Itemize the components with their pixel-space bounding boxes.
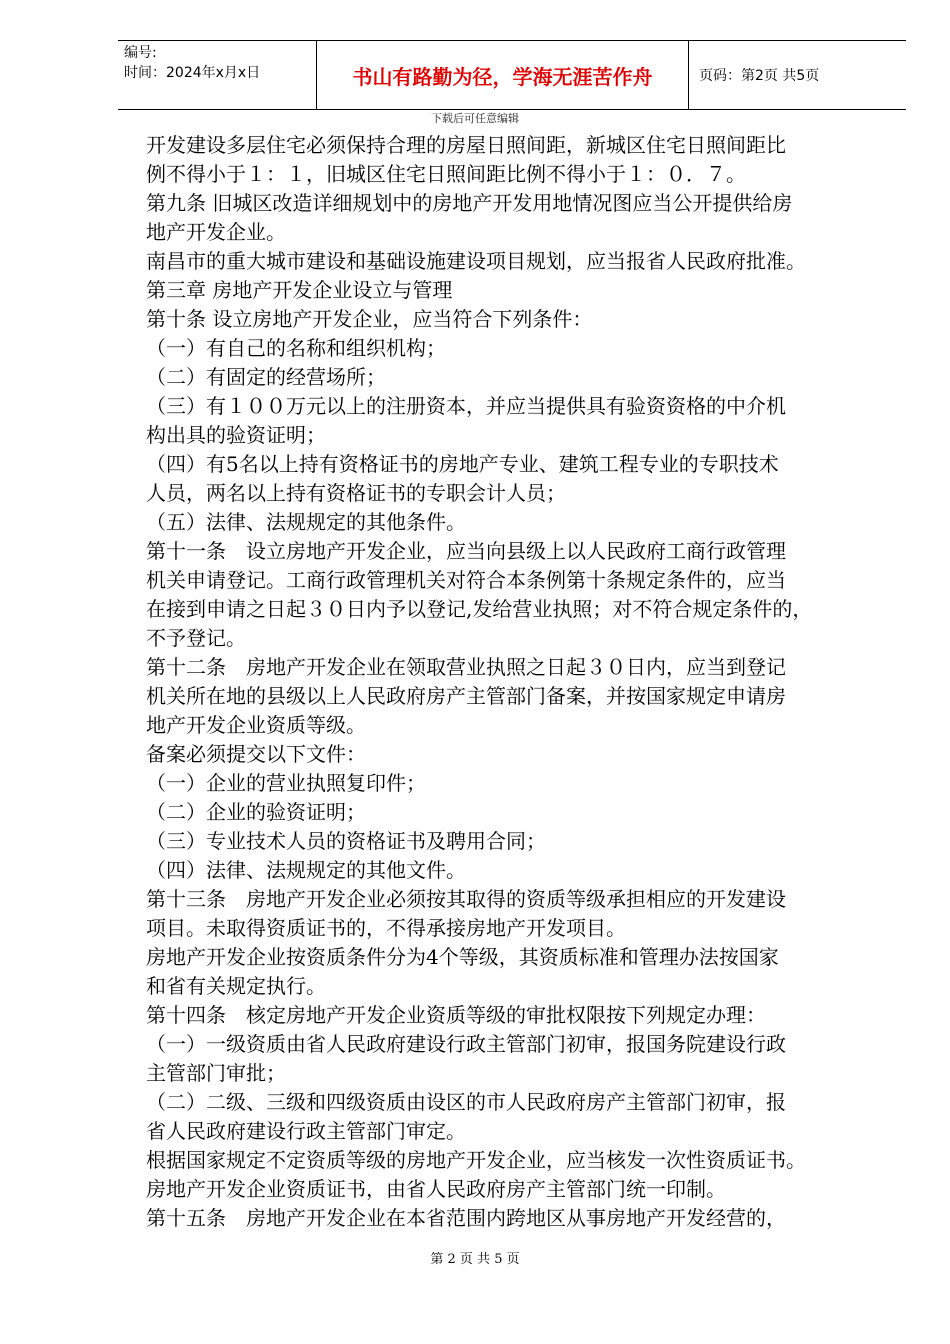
text-line: 人员，两名以上持有资格证书的专职会计人员； [146, 481, 566, 505]
text-line: 房地产开发企业资质证书，由省人民政府房产主管部门统一印制。 [146, 1177, 726, 1201]
text-line: 机关申请登记。工商行政管理机关对符合本条例第十条规定条件的，应当 [146, 568, 786, 592]
text-line: 地产开发企业。 [146, 220, 286, 244]
text-line: 第十三条 房地产开发企业必须按其取得的资质等级承担相应的开发建设 [146, 887, 786, 911]
text-line: 开发建设多层住宅必须保持合理的房屋日照间距，新城区住宅日照间距比 [146, 133, 786, 157]
text-line: 第十一条 设立房地产开发企业，应当向县级上以人民政府工商行政管理 [146, 539, 786, 563]
text-line: 第十二条 房地产开发企业在领取营业执照之日起３０日内，应当到登记 [146, 655, 786, 679]
text-line: （五）法律、法规规定的其他条件。 [146, 510, 466, 534]
text-line: 主管部门审批； [146, 1061, 286, 1085]
text-line: （四）法律、法规规定的其他文件。 [146, 858, 466, 882]
text-line: 和省有关规定执行。 [146, 974, 326, 998]
text-line: 房地产开发企业按资质条件分为4个等级，其资质标准和管理办法按国家 [146, 945, 779, 969]
document-body [146, 131, 886, 1233]
text-line: （一）企业的营业执照复印件； [146, 771, 426, 795]
text-line: （一）一级资质由省人民政府建设行政主管部门初审，报国务院建设行政 [146, 1032, 786, 1056]
text-line: 项目。未取得资质证书的，不得承接房地产开发项目。 [146, 916, 626, 940]
text-line: 南昌市的重大城市建设和基础设施建设项目规划，应当报省人民政府批准。 [146, 249, 806, 273]
text-line: 根据国家规定不定资质等级的房地产开发企业，应当核发一次性资质证书。 [146, 1148, 806, 1172]
text-line: 省人民政府建设行政主管部门审定。 [146, 1119, 466, 1143]
edit-note: 下载后可任意编辑 [431, 112, 519, 125]
header-meta [118, 41, 316, 109]
text-line: 例不得小于１：１，旧城区住宅日照间距比例不得小于１：０．７。 [146, 162, 746, 186]
text-line: 不予登记。 [146, 626, 246, 650]
text-line: （二）有固定的经营场所； [146, 365, 386, 389]
text-line: （四）有5名以上持有资格证书的房地产专业、建筑工程专业的专职技术 [146, 452, 779, 476]
header-page-info: 页码：第2页 共5页 [699, 68, 820, 84]
text-line: 第三章 房地产开发企业设立与管理 [146, 278, 453, 302]
text-line: （一）有自己的名称和组织机构； [146, 336, 446, 360]
text-line: （二）企业的验资证明； [146, 800, 366, 824]
document-time-label: 时间：2024年x月x日 [124, 65, 261, 81]
text-line: （二）二级、三级和四级资质由设区的市人民政府房产主管部门初审，报 [146, 1090, 786, 1114]
page-header [118, 40, 906, 110]
text-line: 备案必须提交以下文件： [146, 742, 366, 766]
document-number-label: 编号: [124, 45, 157, 61]
text-line: 第九条 旧城区改造详细规划中的房地产开发用地情况图应当公开提供给房 [146, 191, 793, 215]
text-line: 地产开发企业资质等级。 [146, 713, 366, 737]
text-line: 第十条 设立房地产开发企业，应当符合下列条件： [146, 307, 593, 331]
page-footer: 第 2 页 共 5 页 [430, 1252, 520, 1267]
text-line: 构出具的验资证明； [146, 423, 326, 447]
text-line: 机关所在地的县级以上人民政府房产主管部门备案，并按国家规定申请房 [146, 684, 786, 708]
text-line: 第十四条 核定房地产开发企业资质等级的审批权限按下列规定办理： [146, 1003, 766, 1027]
text-line: 第十五条 房地产开发企业在本省范围内跨地区从事房地产开发经营的， [146, 1206, 786, 1230]
text-line: 在接到申请之日起３０日内予以登记,发给营业执照；对不符合规定条件的， [146, 597, 813, 621]
text-line: （三）有１００万元以上的注册资本，并应当提供具有验资资格的中介机 [146, 394, 786, 418]
header-motto: 书山有路勤为径，学海无涯苦作舟 [316, 41, 689, 109]
text-line: （三）专业技术人员的资格证书及聘用合同； [146, 829, 546, 853]
